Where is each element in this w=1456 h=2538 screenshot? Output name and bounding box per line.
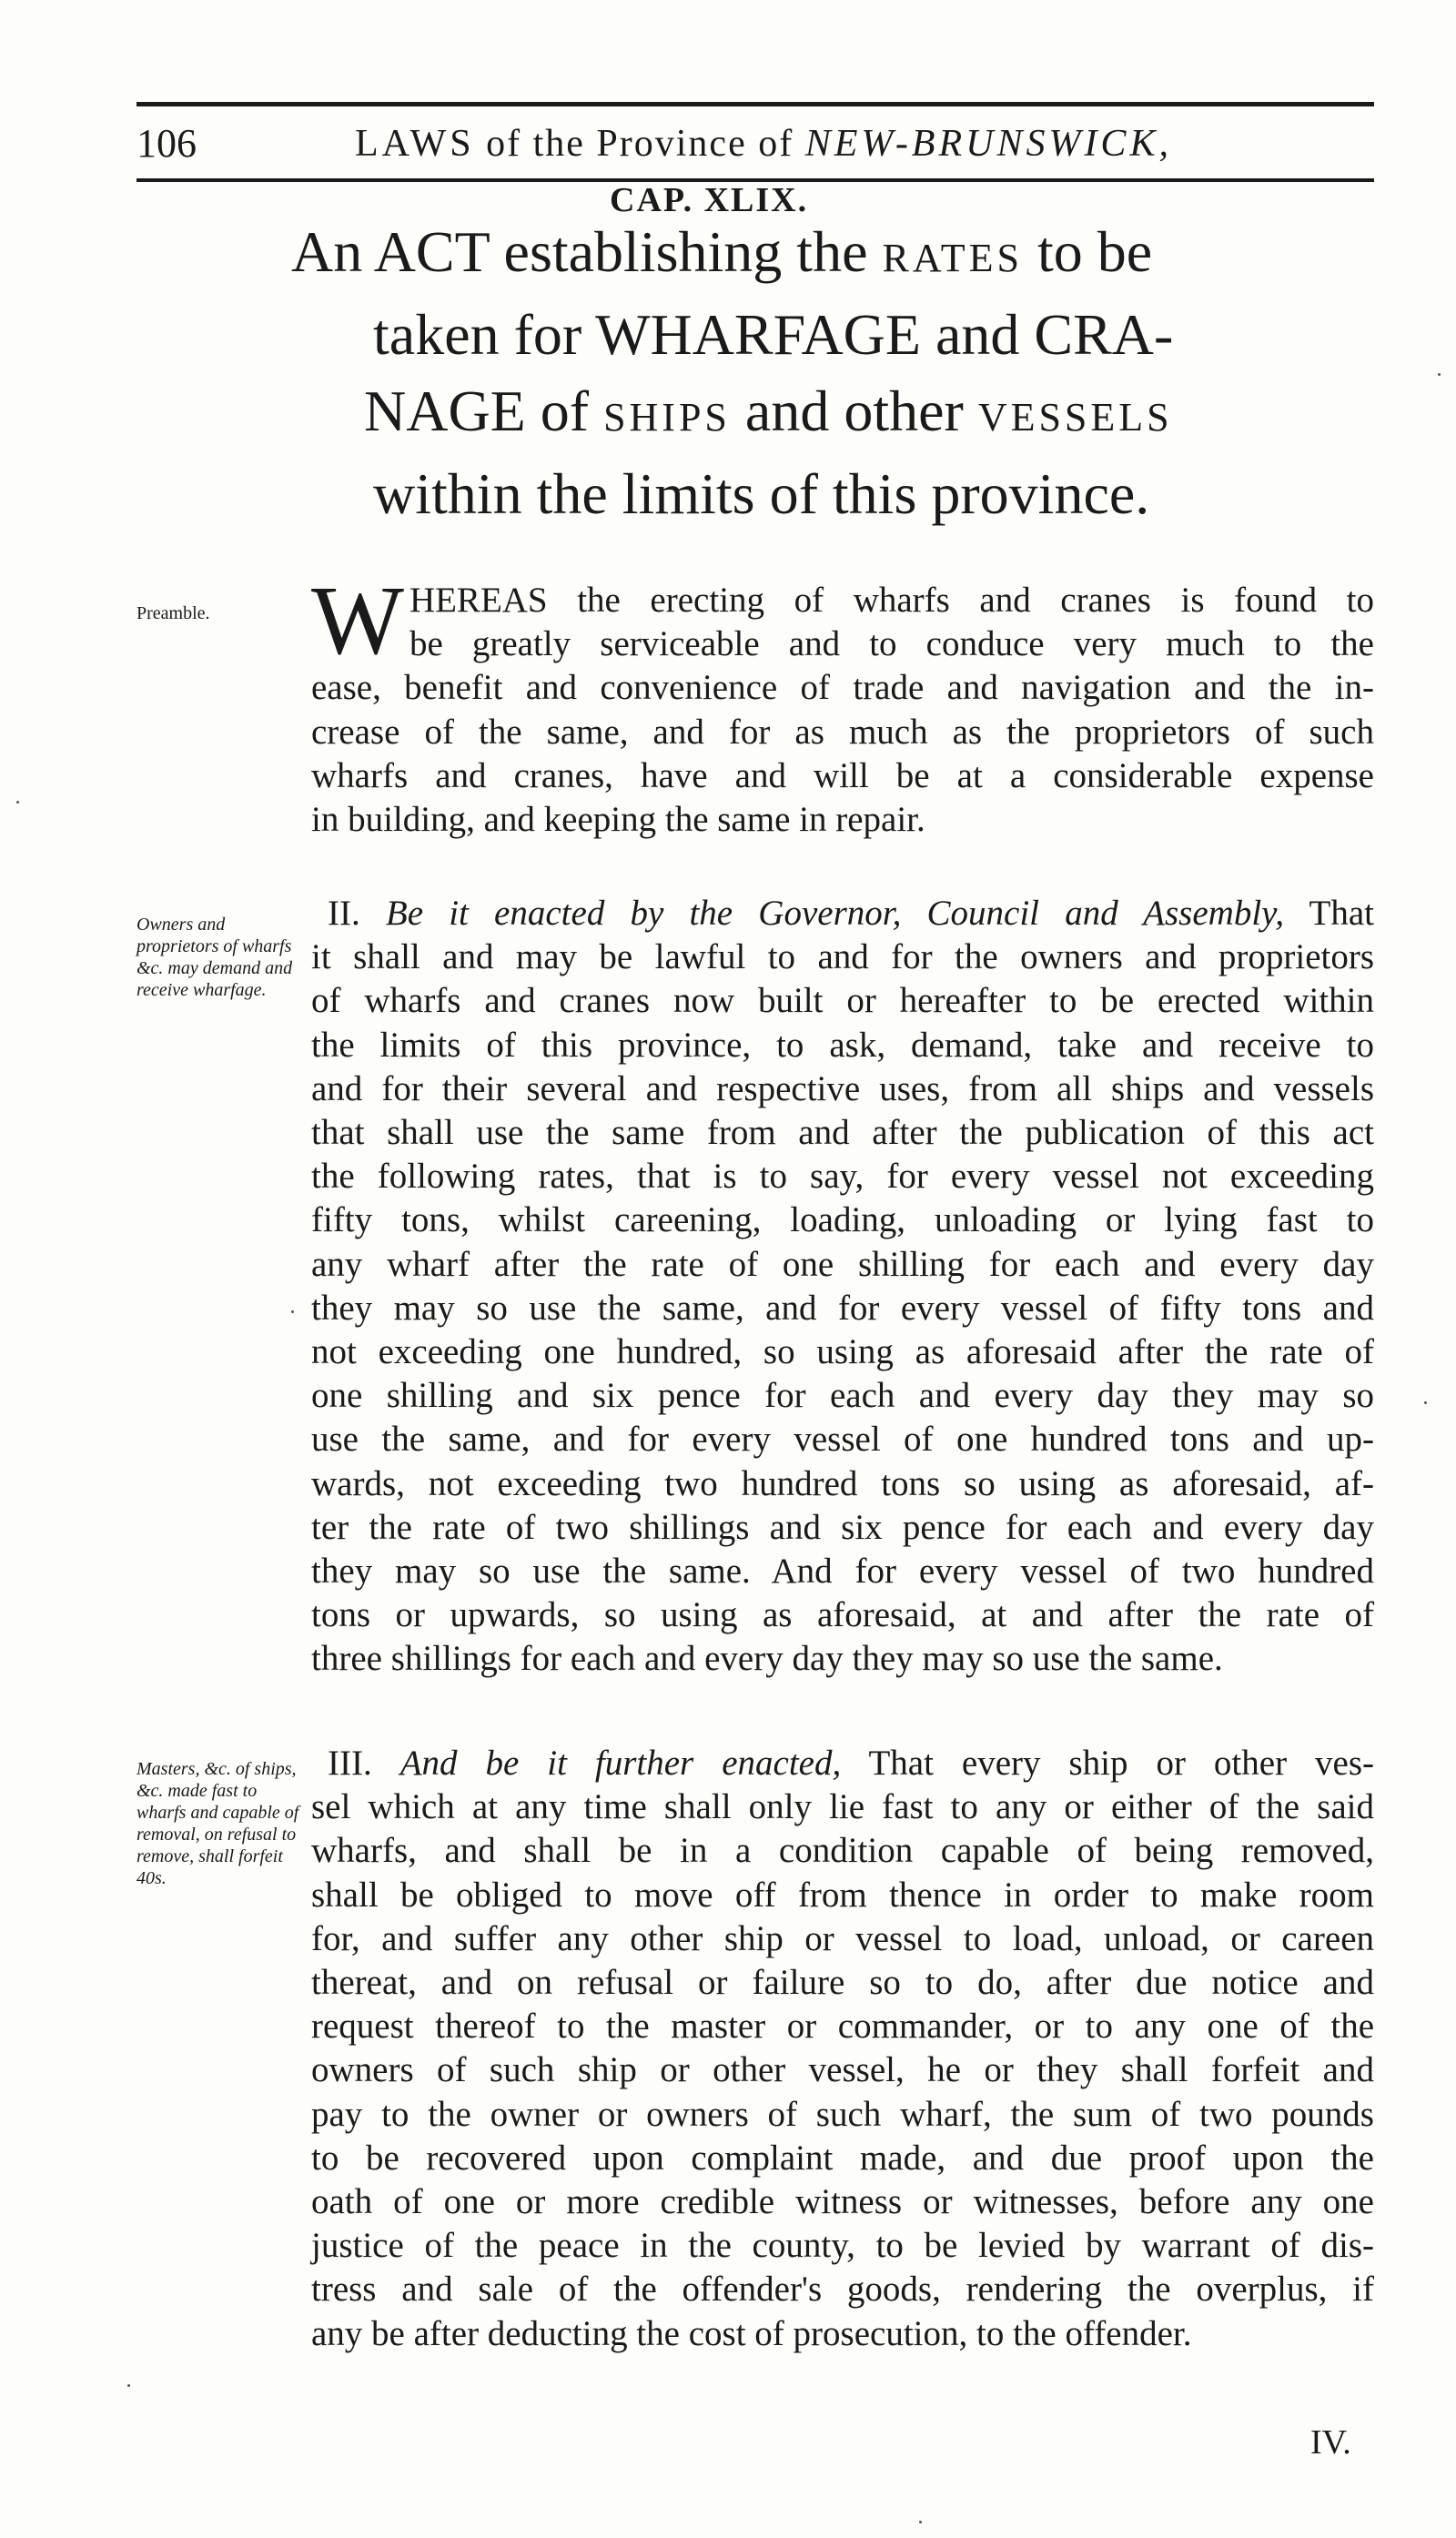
page-number: 106 — [136, 121, 197, 166]
body-line: ter the rate of two shillings and six pence for each and every day — [311, 1507, 1374, 1547]
running-title-mid: of the Province of — [486, 123, 794, 165]
title-vessels: VESSELS — [977, 395, 1173, 440]
body-line: ease, benefit and convenience of trade and navigation and the in- — [311, 668, 1374, 708]
title-line-1 — [291, 214, 1383, 297]
print-speck — [127, 2384, 130, 2387]
body-line: the following rates, that is to say, for every vessel not exceeding — [311, 1157, 1374, 1197]
print-speck — [1424, 1401, 1427, 1404]
running-title-laws: LAWS — [355, 123, 475, 165]
act-title — [291, 214, 1383, 532]
body-line: HEREAS the erecting of wharfs and cranes is found to — [409, 581, 1374, 620]
body-line: any wharf after the rate of one shilling for each and every day — [311, 1244, 1374, 1284]
title-line-2: taken for WHARFAGE and CRA- — [373, 302, 1174, 367]
body-line: any be after deducting the cost of prosecution, to the offender. — [311, 2313, 1192, 2353]
body-line: pay to the owner or owners of such wharf, the sum of two pounds — [311, 2094, 1374, 2134]
body-line: owners of such ship or other vessel, he or they shall forfeit and — [311, 2050, 1374, 2090]
running-head — [136, 116, 1374, 180]
body-line: shall be obliged to move off from thence in order to make room — [311, 1875, 1374, 1915]
paragraph-preamble — [311, 567, 1374, 842]
body-line: they may so use the same, and for every vessel of fifty tons and — [311, 1288, 1374, 1328]
body-line: use the same, and for every vessel of one hundred tons and up- — [311, 1420, 1374, 1460]
body-line: tress and sale of the offender's goods, rendering the overplus, if — [311, 2270, 1374, 2310]
title-ships: SHIPS — [603, 395, 731, 440]
body-line: justice of the peace in the county, to be levied by warrant of dis- — [311, 2226, 1374, 2266]
paragraph-section-2 — [311, 892, 1374, 1682]
body-line: wharfs, and shall be in a condition capable of being removed, — [311, 1831, 1374, 1871]
body-line: one shilling and six pence for each and every day they may so — [311, 1376, 1374, 1416]
body-line: of wharfs and cranes now built or hereafter to be erected within — [311, 981, 1374, 1021]
chapter-heading: CAP. XLIX. — [610, 181, 809, 219]
body-line: oath of one or more credible witness or witnesses, before any one — [311, 2182, 1374, 2222]
body-line: fifty tons, whilst careening, loading, unloading or lying fast to — [311, 1200, 1374, 1240]
body-fragment: That — [1309, 894, 1374, 933]
section-number: III. — [328, 1744, 372, 1783]
body-line: be greatly serviceable and to conduce very much to the — [409, 624, 1374, 664]
title-rates: RATES — [882, 236, 1023, 280]
section-number: II. — [328, 894, 360, 933]
body-line: the limits of this province, to ask, demand, take and receive to — [311, 1025, 1374, 1065]
print-speck — [1438, 373, 1441, 376]
body-line: three shillings for each and every day they may so use the same. — [311, 1639, 1223, 1679]
print-speck — [919, 2521, 922, 2523]
title-line-3a: NAGE of — [364, 379, 590, 443]
margin-note-preamble: Preamble. — [136, 603, 210, 623]
paragraph-section-3 — [311, 1742, 1374, 2356]
catchword: IV. — [1310, 2423, 1351, 2462]
title-line-4: within the limits of this province. — [373, 461, 1150, 526]
body-line: not exceeding one hundred, so using as aforesaid after the rate of — [311, 1332, 1374, 1372]
title-line-1a: An ACT establishing the — [291, 219, 868, 284]
body-line: thereat, and on refusal or failure so to do, after due notice and — [311, 1963, 1374, 2003]
body-line: wards, not exceeding two hundred tons so using as aforesaid, af- — [311, 1463, 1374, 1503]
running-title-province: NEW-BRUNSWICK, — [804, 123, 1172, 165]
body-line: for, and suffer any other ship or vessel to load, unload, or careen — [311, 1918, 1374, 1958]
title-line-1b: to be — [1036, 219, 1153, 284]
body-line: to be recovered upon complaint made, and due proof upon the — [311, 2138, 1374, 2178]
top-rule — [136, 102, 1374, 106]
drop-cap: W — [311, 567, 404, 675]
body-line: that shall use the same from and after the publication of this act — [311, 1113, 1374, 1153]
body-line: in building, and keeping the same in repair. — [311, 800, 925, 840]
print-speck — [16, 801, 19, 804]
body-line: sel which at any time shall only lie fast to any or either of the said — [311, 1787, 1374, 1827]
enacting-clause: And be it further enacted, — [399, 1744, 842, 1783]
margin-note-owners: Owners and proprietors of wharfs &c. may demand and receive wharfage. — [136, 915, 293, 1000]
body-line: it shall and may be lawful to and for the owners and proprietors — [311, 937, 1374, 977]
body-line: crease of the same, and for as much as the proprietors of such — [311, 712, 1374, 752]
body-line: wharfs and cranes, have and will be at a considerable expense — [311, 755, 1374, 795]
margin-note-masters: Masters, &c. of ships, &c. made fast to wharfs and capable of removal, on refusal to remove, shall forfeit 40s. — [136, 1759, 299, 1888]
body-fragment: That every ship or other ves- — [868, 1744, 1375, 1783]
title-line-3b: and other — [744, 379, 964, 443]
body-line — [311, 1742, 1374, 1785]
enacting-clause: Be it enacted by the Governor, Council and Assembly, — [385, 894, 1285, 933]
print-speck — [291, 1310, 294, 1313]
body-line: and for their several and respective uses, from all ships and vessels — [311, 1068, 1374, 1108]
body-line: they may so use the same. And for every vessel of two hundred — [311, 1552, 1374, 1592]
body-line: request thereof to the master or commander, or to any one of the — [311, 2007, 1374, 2047]
body-line: tons or upwards, so using as aforesaid, at and after the rate of — [311, 1595, 1374, 1635]
title-line-3 — [291, 373, 1383, 456]
running-title — [355, 116, 1172, 171]
body-line — [311, 892, 1374, 935]
